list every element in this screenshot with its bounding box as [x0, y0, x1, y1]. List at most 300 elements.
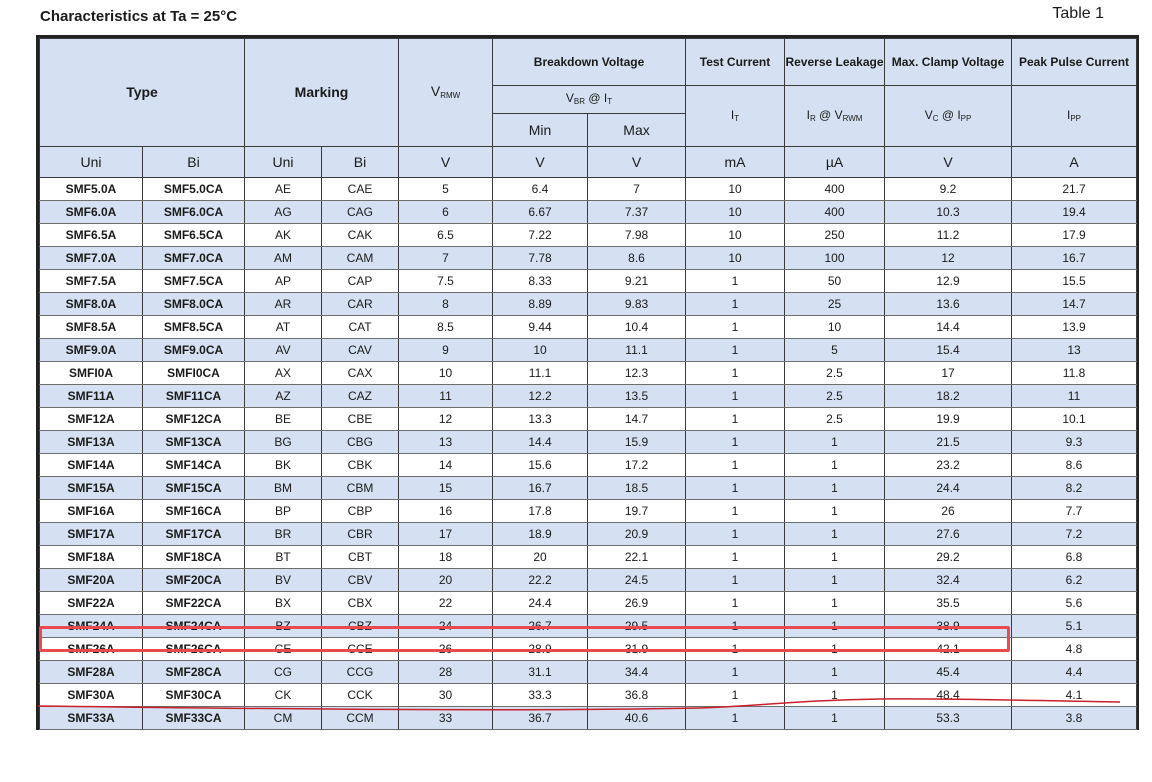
header-max-clamp-voltage: Max. Clamp Voltage — [885, 39, 1012, 86]
table-cell: SMF20A — [40, 569, 143, 592]
table-cell: 14.4 — [493, 431, 588, 454]
table-cell: CBM — [322, 477, 399, 500]
table-cell: 1 — [686, 316, 785, 339]
table-cell: 17.9 — [1012, 224, 1137, 247]
table-cell: 7 — [588, 178, 686, 201]
table-cell: 26 — [885, 500, 1012, 523]
table-cell: 10 — [785, 316, 885, 339]
table-cell: 22 — [399, 592, 493, 615]
table-cell: CBT — [322, 546, 399, 569]
table-cell: 45.4 — [885, 661, 1012, 684]
unit-cell: µA — [785, 147, 885, 178]
header-vc-symbol: $V_C$ @ $I_{PP}$ — [885, 86, 1012, 147]
table-cell: 1 — [686, 408, 785, 431]
header-vbr-symbol: $V_{BR}$ @ $I_T$ — [493, 86, 686, 114]
table-cell: AE — [245, 178, 322, 201]
table-cell: SMFI0A — [40, 362, 143, 385]
table-cell: 22.2 — [493, 569, 588, 592]
table-cell: 16.7 — [1012, 247, 1137, 270]
table-cell: AM — [245, 247, 322, 270]
table-cell: CAK — [322, 224, 399, 247]
table-cell: 1 — [785, 592, 885, 615]
table-cell: 1 — [686, 477, 785, 500]
table-cell: 19.4 — [1012, 201, 1137, 224]
table-cell: 30 — [399, 684, 493, 707]
table-cell: 18.2 — [885, 385, 1012, 408]
table-cell: 35.5 — [885, 592, 1012, 615]
table-cell: 15.5 — [1012, 270, 1137, 293]
table-cell: 27.6 — [885, 523, 1012, 546]
table-cell: 15.4 — [885, 339, 1012, 362]
table-cell: BP — [245, 500, 322, 523]
table-cell: 12.2 — [493, 385, 588, 408]
table-cell: 13.6 — [885, 293, 1012, 316]
table-cell: 20.9 — [588, 523, 686, 546]
table-cell: 17 — [885, 362, 1012, 385]
table-cell: 6.5 — [399, 224, 493, 247]
table-cell: SMF13A — [40, 431, 143, 454]
table-cell: SMF7.0CA — [143, 247, 245, 270]
table-cell: 250 — [785, 224, 885, 247]
characteristics-table — [39, 38, 1137, 730]
table-cell: 24.4 — [885, 477, 1012, 500]
table-cell: 1 — [785, 638, 885, 661]
table-cell: BK — [245, 454, 322, 477]
table-cell: 20 — [493, 546, 588, 569]
table-cell: 1 — [785, 546, 885, 569]
table-cell: SMF7.0A — [40, 247, 143, 270]
table-cell: 18 — [399, 546, 493, 569]
table-cell: SMF12A — [40, 408, 143, 431]
table-cell: SMF6.0A — [40, 201, 143, 224]
table-cell: SMF9.0CA — [143, 339, 245, 362]
unit-cell: A — [1012, 147, 1137, 178]
table-cell: 1 — [686, 592, 785, 615]
table-cell: SMF8.0A — [40, 293, 143, 316]
unit-cell: Bi — [143, 147, 245, 178]
table-row — [40, 431, 1137, 454]
table-cell: 1 — [686, 684, 785, 707]
table-cell: SMF28CA — [143, 661, 245, 684]
table-cell: 6.8 — [1012, 546, 1137, 569]
table-cell: 21.5 — [885, 431, 1012, 454]
table-cell: CBZ — [322, 615, 399, 638]
table-cell: 19.7 — [588, 500, 686, 523]
table-cell: BE — [245, 408, 322, 431]
table-cell: SMF6.0CA — [143, 201, 245, 224]
table-row — [40, 454, 1137, 477]
table-cell: SMF6.5A — [40, 224, 143, 247]
table-cell: AX — [245, 362, 322, 385]
table-row — [40, 293, 1137, 316]
table-row — [40, 615, 1137, 638]
table-cell: CE — [245, 638, 322, 661]
table-cell: 6.67 — [493, 201, 588, 224]
table-cell: 24.4 — [493, 592, 588, 615]
table-cell: 1 — [785, 431, 885, 454]
table-cell: CCK — [322, 684, 399, 707]
table-cell: CCM — [322, 707, 399, 730]
table-cell: 10.3 — [885, 201, 1012, 224]
table-cell: 1 — [686, 500, 785, 523]
table-cell: 21.7 — [1012, 178, 1137, 201]
table-cell: 1 — [686, 707, 785, 730]
table-cell: 14.7 — [1012, 293, 1137, 316]
table-cell: CCG — [322, 661, 399, 684]
table-cell: AR — [245, 293, 322, 316]
table-cell: 1 — [785, 707, 885, 730]
table-cell: 2.5 — [785, 385, 885, 408]
table-cell: 8 — [399, 293, 493, 316]
table-row — [40, 270, 1137, 293]
table-cell: 11 — [1012, 385, 1137, 408]
table-cell: 14.7 — [588, 408, 686, 431]
table-cell: SMF12CA — [143, 408, 245, 431]
table-cell: 4.4 — [1012, 661, 1137, 684]
table-cell: 3.8 — [1012, 707, 1137, 730]
table-cell: 5 — [399, 178, 493, 201]
table-cell: AZ — [245, 385, 322, 408]
table-cell: 5.1 — [1012, 615, 1137, 638]
header-vrmw: $V_{RMW}$ — [399, 39, 493, 147]
table-cell: BM — [245, 477, 322, 500]
table-cell: 9.21 — [588, 270, 686, 293]
table-cell: 10 — [686, 247, 785, 270]
table-cell: SMF7.5A — [40, 270, 143, 293]
table-cell: SMF6.5CA — [143, 224, 245, 247]
table-cell: 16.7 — [493, 477, 588, 500]
table-cell: CAV — [322, 339, 399, 362]
table-cell: 1 — [686, 385, 785, 408]
table-row — [40, 178, 1137, 201]
table-cell: 9.83 — [588, 293, 686, 316]
table-cell: 8.89 — [493, 293, 588, 316]
table-cell: 10 — [399, 362, 493, 385]
table-cell: 15.9 — [588, 431, 686, 454]
table-cell: 7.5 — [399, 270, 493, 293]
table-cell: SMF17CA — [143, 523, 245, 546]
unit-cell: V — [493, 147, 588, 178]
table-cell: 40.6 — [588, 707, 686, 730]
table-row — [40, 592, 1137, 615]
unit-cell: Uni — [245, 147, 322, 178]
table-cell: CBX — [322, 592, 399, 615]
table-cell: SMF18CA — [143, 546, 245, 569]
table-cell: 7 — [399, 247, 493, 270]
table-cell: SMF20CA — [143, 569, 245, 592]
table-cell: 33.3 — [493, 684, 588, 707]
table-cell: CAZ — [322, 385, 399, 408]
table-cell: 25 — [785, 293, 885, 316]
unit-cell: Bi — [322, 147, 399, 178]
table-cell: CBR — [322, 523, 399, 546]
table-cell: 13 — [1012, 339, 1137, 362]
table-cell: SMF15CA — [143, 477, 245, 500]
table-cell: 1 — [785, 454, 885, 477]
unit-cell: V — [399, 147, 493, 178]
table-cell: SMF8.5A — [40, 316, 143, 339]
table-cell: 8.33 — [493, 270, 588, 293]
table-cell: 26.9 — [588, 592, 686, 615]
table-cell: 11 — [399, 385, 493, 408]
table-cell: SMF26A — [40, 638, 143, 661]
table-cell: 24.5 — [588, 569, 686, 592]
table-cell: 1 — [686, 615, 785, 638]
header-ir-symbol: $I_R$ @ $V_{RWM}$ — [785, 86, 885, 147]
header-peak-pulse-current: Peak Pulse Current — [1012, 39, 1137, 86]
table-cell: 11.1 — [588, 339, 686, 362]
table-cell: 16 — [399, 500, 493, 523]
table-cell: 12 — [399, 408, 493, 431]
table-cell: 5 — [785, 339, 885, 362]
table-cell: 400 — [785, 201, 885, 224]
table-cell: 11.1 — [493, 362, 588, 385]
unit-cell: mA — [686, 147, 785, 178]
table-cell: 31.1 — [493, 661, 588, 684]
table-cell: 13.3 — [493, 408, 588, 431]
table-cell: 33 — [399, 707, 493, 730]
table-cell: 7.2 — [1012, 523, 1137, 546]
table-row — [40, 224, 1137, 247]
table-cell: CAG — [322, 201, 399, 224]
table-cell: SMF8.5CA — [143, 316, 245, 339]
table-cell: 28 — [399, 661, 493, 684]
units-row — [40, 147, 1137, 178]
unit-cell: Uni — [40, 147, 143, 178]
table-cell: CAX — [322, 362, 399, 385]
header-marking: Marking — [245, 39, 399, 147]
table-cell: 26.7 — [493, 615, 588, 638]
table-cell: 36.8 — [588, 684, 686, 707]
table-cell: 17 — [399, 523, 493, 546]
table-cell: BV — [245, 569, 322, 592]
table-cell: 22.1 — [588, 546, 686, 569]
table-cell: CAM — [322, 247, 399, 270]
table-cell: SMF7.5CA — [143, 270, 245, 293]
table-cell: 1 — [686, 523, 785, 546]
table-cell: SMF16CA — [143, 500, 245, 523]
table-cell: 11.8 — [1012, 362, 1137, 385]
table-cell: 1 — [686, 546, 785, 569]
table-cell: 7.22 — [493, 224, 588, 247]
table-cell: 7.98 — [588, 224, 686, 247]
table-row — [40, 201, 1137, 224]
table-cell: 1 — [686, 362, 785, 385]
table-cell: 10 — [493, 339, 588, 362]
table-cell: BG — [245, 431, 322, 454]
table-cell: SMF30CA — [143, 684, 245, 707]
table-cell: AP — [245, 270, 322, 293]
table-cell: SMF22A — [40, 592, 143, 615]
table-cell: AK — [245, 224, 322, 247]
table-cell: 13 — [399, 431, 493, 454]
table-cell: 6.2 — [1012, 569, 1137, 592]
table-cell: SMFI0CA — [143, 362, 245, 385]
table-cell: BR — [245, 523, 322, 546]
table-cell: 14 — [399, 454, 493, 477]
table-cell: 1 — [785, 684, 885, 707]
header-max: Max — [588, 114, 686, 147]
table-cell: 36.7 — [493, 707, 588, 730]
table-cell: 6 — [399, 201, 493, 224]
table-cell: SMF24A — [40, 615, 143, 638]
table-cell: 20 — [399, 569, 493, 592]
table-cell: 14.4 — [885, 316, 1012, 339]
table-cell: 17.8 — [493, 500, 588, 523]
table-cell: 10 — [686, 178, 785, 201]
table-cell: SMF33A — [40, 707, 143, 730]
table-cell: 400 — [785, 178, 885, 201]
table-cell: SMF30A — [40, 684, 143, 707]
table-row — [40, 684, 1137, 707]
table-cell: SMF28A — [40, 661, 143, 684]
table-cell: 11.2 — [885, 224, 1012, 247]
table-cell: 7.37 — [588, 201, 686, 224]
table-cell: 19.9 — [885, 408, 1012, 431]
table-cell: CAP — [322, 270, 399, 293]
table-cell: 32.4 — [885, 569, 1012, 592]
table-cell: SMF17A — [40, 523, 143, 546]
table-cell: AV — [245, 339, 322, 362]
table-cell: 42.1 — [885, 638, 1012, 661]
table-cell: SMF14CA — [143, 454, 245, 477]
table-row — [40, 477, 1137, 500]
header-reverse-leakage: Reverse Leakage — [785, 39, 885, 86]
table-cell: 13.5 — [588, 385, 686, 408]
table-cell: 1 — [686, 661, 785, 684]
table-cell: 12 — [885, 247, 1012, 270]
table-cell: 8.5 — [399, 316, 493, 339]
header-it-symbol: $I_T$ — [686, 86, 785, 147]
table-cell: SMF13CA — [143, 431, 245, 454]
table-cell: 1 — [686, 270, 785, 293]
table-cell: 7.78 — [493, 247, 588, 270]
table-cell: 100 — [785, 247, 885, 270]
table-cell: 26 — [399, 638, 493, 661]
table-row — [40, 569, 1137, 592]
table-cell: 1 — [785, 661, 885, 684]
table-cell: BZ — [245, 615, 322, 638]
table-row — [40, 316, 1137, 339]
table-cell: 4.1 — [1012, 684, 1137, 707]
table-row — [40, 362, 1137, 385]
header-type: Type — [40, 39, 245, 147]
table-cell: 1 — [785, 523, 885, 546]
table-cell: CAT — [322, 316, 399, 339]
table-row — [40, 408, 1137, 431]
table-cell: CAR — [322, 293, 399, 316]
table-cell: 10 — [686, 201, 785, 224]
table-cell: SMF11CA — [143, 385, 245, 408]
table-cell: SMF5.0A — [40, 178, 143, 201]
table-cell: CBV — [322, 569, 399, 592]
unit-cell: V — [885, 147, 1012, 178]
table-cell: CM — [245, 707, 322, 730]
table-cell: CBK — [322, 454, 399, 477]
table-cell: BT — [245, 546, 322, 569]
table-cell: 5.6 — [1012, 592, 1137, 615]
characteristics-table-frame — [36, 35, 1139, 730]
table-cell: 13.9 — [1012, 316, 1137, 339]
table-cell: BX — [245, 592, 322, 615]
table-cell: 9.2 — [885, 178, 1012, 201]
table-cell: 18.9 — [493, 523, 588, 546]
table-cell: CBP — [322, 500, 399, 523]
table-cell: 1 — [686, 431, 785, 454]
table-row — [40, 661, 1137, 684]
table-cell: 1 — [686, 638, 785, 661]
table-cell: 15 — [399, 477, 493, 500]
table-cell: 18.5 — [588, 477, 686, 500]
table-cell: CG — [245, 661, 322, 684]
table-cell: 2.5 — [785, 408, 885, 431]
table-cell: 15.6 — [493, 454, 588, 477]
table-cell: SMF16A — [40, 500, 143, 523]
table-cell: SMF26CA — [143, 638, 245, 661]
table-cell: 4.8 — [1012, 638, 1137, 661]
table-cell: 1 — [785, 477, 885, 500]
header-ipp-symbol: $I_{PP}$ — [1012, 86, 1137, 147]
table-cell: 17.2 — [588, 454, 686, 477]
table-cell: 10.1 — [1012, 408, 1137, 431]
header-test-current: Test Current — [686, 39, 785, 86]
table-cell: 1 — [686, 569, 785, 592]
table-row — [40, 500, 1137, 523]
unit-cell: V — [588, 147, 686, 178]
table-cell: 12.3 — [588, 362, 686, 385]
table-cell: SMF15A — [40, 477, 143, 500]
table-cell: 6.4 — [493, 178, 588, 201]
table-cell: AT — [245, 316, 322, 339]
table-cell: 7.7 — [1012, 500, 1137, 523]
table-row — [40, 546, 1137, 569]
table-cell: CK — [245, 684, 322, 707]
header-min: Min — [493, 114, 588, 147]
table-cell: AG — [245, 201, 322, 224]
table-cell: 9.3 — [1012, 431, 1137, 454]
table-cell: 10.4 — [588, 316, 686, 339]
table-cell: CAE — [322, 178, 399, 201]
table-cell: 9 — [399, 339, 493, 362]
table-cell: 38.9 — [885, 615, 1012, 638]
table-row — [40, 247, 1137, 270]
table-cell: 29.2 — [885, 546, 1012, 569]
table-cell: SMF22CA — [143, 592, 245, 615]
table-cell: 8.6 — [588, 247, 686, 270]
table-cell: 1 — [686, 454, 785, 477]
table-cell: 28.9 — [493, 638, 588, 661]
table-cell: 29.5 — [588, 615, 686, 638]
table-row — [40, 339, 1137, 362]
table-cell: CBG — [322, 431, 399, 454]
table-cell: 50 — [785, 270, 885, 293]
table-cell: SMF9.0A — [40, 339, 143, 362]
table-row — [40, 638, 1137, 661]
table-cell: 10 — [686, 224, 785, 247]
table-number-label: Table 1 — [1052, 5, 1104, 22]
table-cell: 9.44 — [493, 316, 588, 339]
table-cell: 48.4 — [885, 684, 1012, 707]
table-cell: 24 — [399, 615, 493, 638]
table-cell: CCE — [322, 638, 399, 661]
table-cell: SMF5.0CA — [143, 178, 245, 201]
table-cell: 2.5 — [785, 362, 885, 385]
table-cell: SMF33CA — [143, 707, 245, 730]
table-row — [40, 707, 1137, 730]
table-cell: SMF11A — [40, 385, 143, 408]
table-cell: SMF8.0CA — [143, 293, 245, 316]
table-cell: 8.2 — [1012, 477, 1137, 500]
